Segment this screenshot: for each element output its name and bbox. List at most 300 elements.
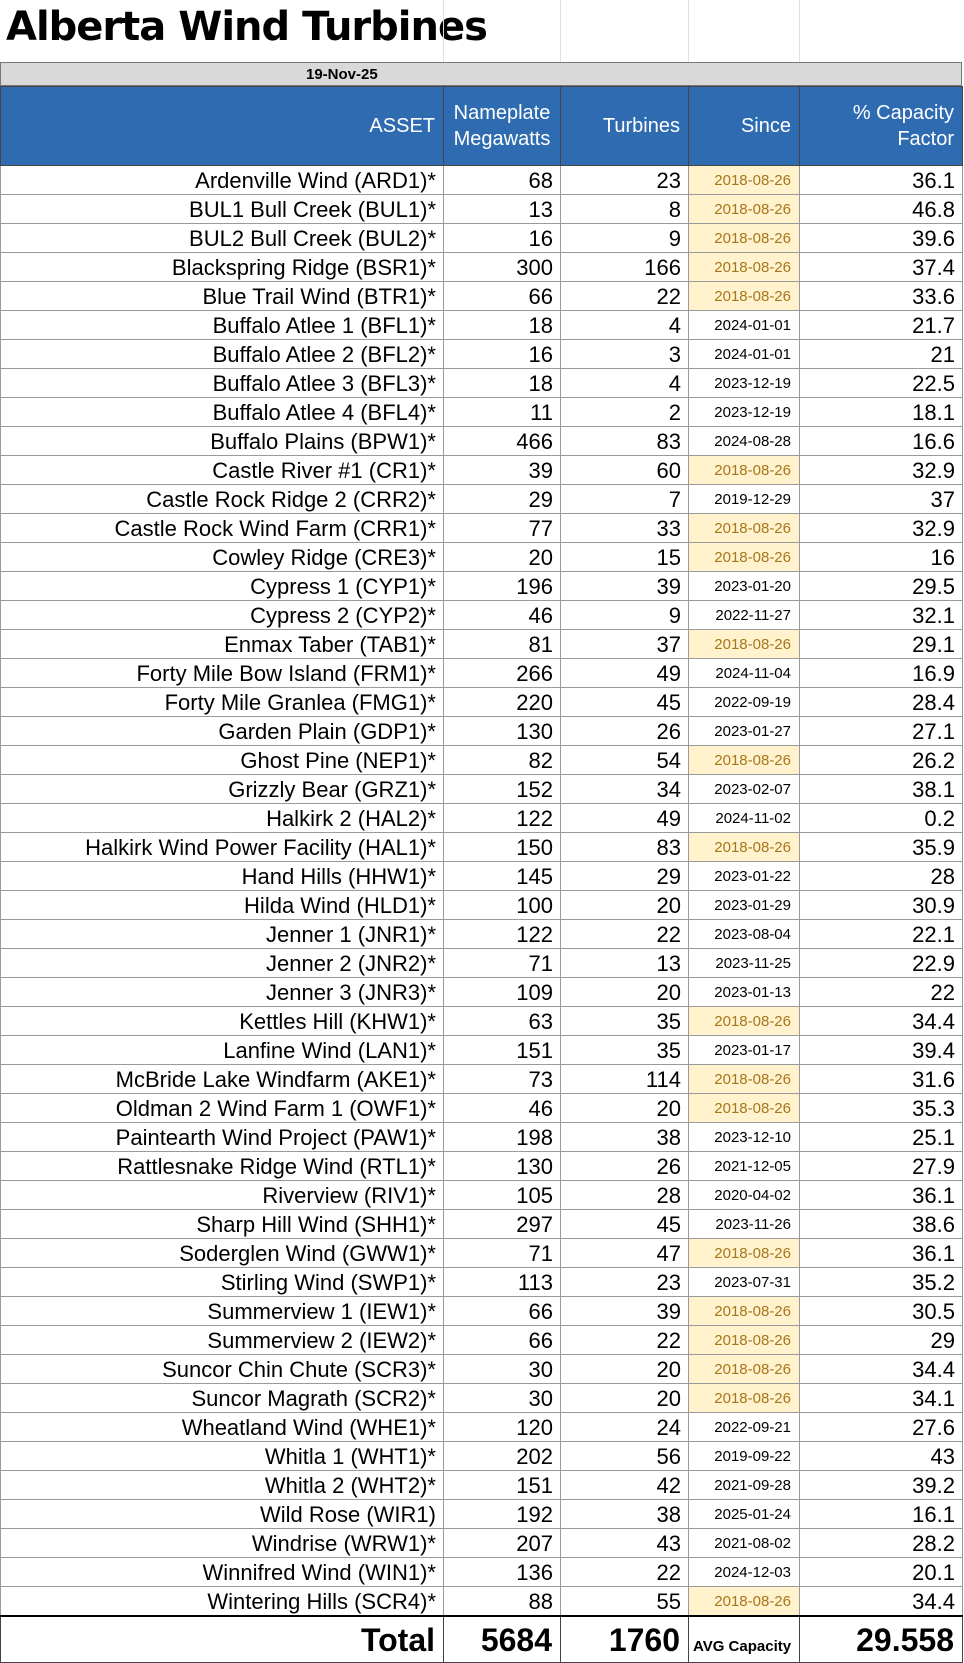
cell-since[interactable]: 2019-12-29 <box>689 485 800 514</box>
table-row <box>1 311 963 340</box>
cell-capacity-factor[interactable]: 39.2 <box>800 1471 963 1500</box>
cell-nameplate-mw[interactable]: 73 <box>444 1065 561 1094</box>
cell-asset[interactable]: Wild Rose (WIR1) <box>1 1500 444 1529</box>
cell-asset[interactable]: BUL2 Bull Creek (BUL2)* <box>1 224 444 253</box>
cell-nameplate-mw[interactable]: 30 <box>444 1355 561 1384</box>
cell-since[interactable]: 2019-09-22 <box>689 1442 800 1471</box>
cell-turbines[interactable]: 166 <box>561 253 689 282</box>
table-row <box>1 1239 963 1268</box>
cell-capacity-factor[interactable]: 22.9 <box>800 949 963 978</box>
cell-capacity-factor[interactable]: 21 <box>800 340 963 369</box>
cell-asset[interactable]: Wheatland Wind (WHE1)* <box>1 1413 444 1442</box>
cell-capacity-factor[interactable]: 34.4 <box>800 1355 963 1384</box>
cell-since[interactable]: 2018-08-26 <box>689 282 800 311</box>
cell-turbines[interactable]: 54 <box>561 746 689 775</box>
cell-turbines[interactable]: 4 <box>561 311 689 340</box>
cell-since[interactable]: 2021-12-05 <box>689 1152 800 1181</box>
cell-since[interactable]: 2023-01-27 <box>689 717 800 746</box>
cell-capacity-factor[interactable]: 27.1 <box>800 717 963 746</box>
grid-line <box>560 0 561 62</box>
grid-line <box>688 0 689 62</box>
cell-capacity-factor[interactable]: 35.2 <box>800 1268 963 1297</box>
cell-nameplate-mw[interactable]: 145 <box>444 862 561 891</box>
cell-capacity-factor[interactable]: 38.1 <box>800 775 963 804</box>
cell-turbines[interactable]: 24 <box>561 1413 689 1442</box>
header-capacity-factor[interactable]: % Capacity Factor <box>800 87 963 166</box>
cell-turbines[interactable]: 34 <box>561 775 689 804</box>
cell-turbines[interactable]: 114 <box>561 1065 689 1094</box>
cell-nameplate-mw[interactable]: 16 <box>444 340 561 369</box>
cell-since[interactable]: 2023-01-22 <box>689 862 800 891</box>
cell-nameplate-mw[interactable]: 122 <box>444 920 561 949</box>
table-row <box>1 978 963 1007</box>
header-nameplate[interactable]: Nameplate Megawatts <box>444 87 561 166</box>
cell-turbines[interactable]: 38 <box>561 1500 689 1529</box>
cell-asset[interactable]: Whitla 1 (WHT1)* <box>1 1442 444 1471</box>
cell-asset[interactable]: Winnifred Wind (WIN1)* <box>1 1558 444 1587</box>
cell-since[interactable]: 2018-08-26 <box>689 543 800 572</box>
cell-since[interactable]: 2023-01-17 <box>689 1036 800 1065</box>
cell-nameplate-mw[interactable]: 196 <box>444 572 561 601</box>
cell-nameplate-mw[interactable]: 130 <box>444 1152 561 1181</box>
cell-capacity-factor[interactable]: 39.4 <box>800 1036 963 1065</box>
table-row <box>1 949 963 978</box>
cell-since[interactable]: 2018-08-26 <box>689 1355 800 1384</box>
cell-since[interactable]: 2018-08-26 <box>689 166 800 195</box>
table-row <box>1 601 963 630</box>
cell-asset[interactable]: Suncor Magrath (SCR2)* <box>1 1384 444 1413</box>
cell-nameplate-mw[interactable]: 300 <box>444 253 561 282</box>
cell-since[interactable]: 2018-08-26 <box>689 833 800 862</box>
cell-nameplate-mw[interactable]: 81 <box>444 630 561 659</box>
table-row <box>1 340 963 369</box>
cell-nameplate-mw[interactable]: 198 <box>444 1123 561 1152</box>
header-row <box>1 87 963 166</box>
cell-capacity-factor[interactable]: 36.1 <box>800 1181 963 1210</box>
cell-capacity-factor[interactable]: 35.3 <box>800 1094 963 1123</box>
cell-turbines[interactable]: 8 <box>561 195 689 224</box>
table-row <box>1 1326 963 1355</box>
cell-asset[interactable]: Jenner 3 (JNR3)* <box>1 978 444 1007</box>
cell-asset[interactable]: Suncor Chin Chute (SCR3)* <box>1 1355 444 1384</box>
cell-capacity-factor[interactable]: 31.6 <box>800 1065 963 1094</box>
table-row <box>1 688 963 717</box>
cell-since[interactable]: 2021-08-02 <box>689 1529 800 1558</box>
cell-asset[interactable]: Stirling Wind (SWP1)* <box>1 1268 444 1297</box>
table-row <box>1 804 963 833</box>
table-row <box>1 1094 963 1123</box>
cell-since[interactable]: 2018-08-26 <box>689 1326 800 1355</box>
cell-capacity-factor[interactable]: 33.6 <box>800 282 963 311</box>
cell-nameplate-mw[interactable]: 113 <box>444 1268 561 1297</box>
cell-turbines[interactable]: 20 <box>561 1094 689 1123</box>
cell-capacity-factor[interactable]: 29 <box>800 1326 963 1355</box>
cell-since[interactable]: 2020-04-02 <box>689 1181 800 1210</box>
cell-nameplate-mw[interactable]: 151 <box>444 1471 561 1500</box>
cell-nameplate-mw[interactable]: 109 <box>444 978 561 1007</box>
cell-asset[interactable]: Paintearth Wind Project (PAW1)* <box>1 1123 444 1152</box>
cell-asset[interactable]: Cypress 1 (CYP1)* <box>1 572 444 601</box>
cell-nameplate-mw[interactable]: 63 <box>444 1007 561 1036</box>
cell-since[interactable]: 2018-08-26 <box>689 1587 800 1617</box>
cell-asset[interactable]: Forty Mile Bow Island (FRM1)* <box>1 659 444 688</box>
cell-capacity-factor[interactable]: 34.4 <box>800 1587 963 1617</box>
cell-since[interactable]: 2023-08-04 <box>689 920 800 949</box>
cell-nameplate-mw[interactable]: 297 <box>444 1210 561 1239</box>
cell-turbines[interactable]: 20 <box>561 1355 689 1384</box>
table-row <box>1 1123 963 1152</box>
cell-asset[interactable]: Summerview 2 (IEW2)* <box>1 1326 444 1355</box>
cell-turbines[interactable]: 15 <box>561 543 689 572</box>
cell-turbines[interactable]: 22 <box>561 282 689 311</box>
cell-nameplate-mw[interactable]: 100 <box>444 891 561 920</box>
cell-capacity-factor[interactable]: 20.1 <box>800 1558 963 1587</box>
cell-since[interactable]: 2023-12-19 <box>689 398 800 427</box>
cell-nameplate-mw[interactable]: 150 <box>444 833 561 862</box>
cell-capacity-factor[interactable]: 21.7 <box>800 311 963 340</box>
cell-since[interactable]: 2018-08-26 <box>689 1239 800 1268</box>
cell-asset[interactable]: Hilda Wind (HLD1)* <box>1 891 444 920</box>
table-row <box>1 1181 963 1210</box>
cell-since[interactable]: 2018-08-26 <box>689 253 800 282</box>
cell-since[interactable]: 2024-01-01 <box>689 340 800 369</box>
sheet-title: Alberta Wind Turbines <box>6 4 487 50</box>
cell-asset[interactable]: Lanfine Wind (LAN1)* <box>1 1036 444 1065</box>
table-row <box>1 543 963 572</box>
cell-capacity-factor[interactable]: 25.1 <box>800 1123 963 1152</box>
cell-capacity-factor[interactable]: 28.2 <box>800 1529 963 1558</box>
turbine-table <box>0 86 963 1663</box>
cell-capacity-factor[interactable]: 34.1 <box>800 1384 963 1413</box>
total-mw[interactable]: 5684 <box>444 1616 561 1663</box>
cell-asset[interactable]: Garden Plain (GDP1)* <box>1 717 444 746</box>
cell-capacity-factor[interactable]: 22.1 <box>800 920 963 949</box>
cell-turbines[interactable]: 83 <box>561 427 689 456</box>
cell-since[interactable]: 2018-08-26 <box>689 746 800 775</box>
cell-turbines[interactable]: 49 <box>561 804 689 833</box>
cell-capacity-factor[interactable]: 32.9 <box>800 514 963 543</box>
cell-capacity-factor[interactable]: 18.1 <box>800 398 963 427</box>
cell-nameplate-mw[interactable]: 77 <box>444 514 561 543</box>
cell-since[interactable]: 2023-02-07 <box>689 775 800 804</box>
cell-capacity-factor[interactable]: 16 <box>800 543 963 572</box>
cell-capacity-factor[interactable]: 16.1 <box>800 1500 963 1529</box>
cell-turbines[interactable]: 26 <box>561 1152 689 1181</box>
cell-turbines[interactable]: 49 <box>561 659 689 688</box>
cell-nameplate-mw[interactable]: 71 <box>444 1239 561 1268</box>
cell-turbines[interactable]: 33 <box>561 514 689 543</box>
cell-asset[interactable]: Buffalo Atlee 2 (BFL2)* <box>1 340 444 369</box>
cell-asset[interactable]: McBride Lake Windfarm (AKE1)* <box>1 1065 444 1094</box>
cell-turbines[interactable]: 20 <box>561 891 689 920</box>
cell-since[interactable]: 2022-09-19 <box>689 688 800 717</box>
cell-capacity-factor[interactable]: 36.1 <box>800 1239 963 1268</box>
table-row <box>1 1558 963 1587</box>
table-row <box>1 1210 963 1239</box>
cell-turbines[interactable]: 9 <box>561 601 689 630</box>
cell-turbines[interactable]: 29 <box>561 862 689 891</box>
cell-asset[interactable]: Halkirk 2 (HAL2)* <box>1 804 444 833</box>
table-row <box>1 1355 963 1384</box>
cell-turbines[interactable]: 2 <box>561 398 689 427</box>
cell-asset[interactable]: Blackspring Ridge (BSR1)* <box>1 253 444 282</box>
cell-nameplate-mw[interactable]: 152 <box>444 775 561 804</box>
cell-since[interactable]: 2024-12-03 <box>689 1558 800 1587</box>
cell-capacity-factor[interactable]: 37 <box>800 485 963 514</box>
cell-nameplate-mw[interactable]: 122 <box>444 804 561 833</box>
cell-asset[interactable]: Jenner 1 (JNR1)* <box>1 920 444 949</box>
cell-asset[interactable]: Grizzly Bear (GRZ1)* <box>1 775 444 804</box>
cell-since[interactable]: 2024-01-01 <box>689 311 800 340</box>
cell-turbines[interactable]: 23 <box>561 166 689 195</box>
cell-turbines[interactable]: 9 <box>561 224 689 253</box>
cell-since[interactable]: 2018-08-26 <box>689 1007 800 1036</box>
cell-since[interactable]: 2018-08-26 <box>689 514 800 543</box>
report-date: 19-Nov-25 <box>306 66 378 83</box>
cell-nameplate-mw[interactable]: 68 <box>444 166 561 195</box>
table-row <box>1 1152 963 1181</box>
cell-turbines[interactable]: 13 <box>561 949 689 978</box>
cell-nameplate-mw[interactable]: 46 <box>444 601 561 630</box>
cell-turbines[interactable]: 7 <box>561 485 689 514</box>
cell-since[interactable]: 2018-08-26 <box>689 630 800 659</box>
cell-asset[interactable]: Ardenville Wind (ARD1)* <box>1 166 444 195</box>
cell-capacity-factor[interactable]: 37.4 <box>800 253 963 282</box>
header-turbines[interactable]: Turbines <box>561 87 689 166</box>
table-row <box>1 862 963 891</box>
cell-capacity-factor[interactable]: 34.4 <box>800 1007 963 1036</box>
table-row <box>1 1297 963 1326</box>
cell-nameplate-mw[interactable]: 192 <box>444 1500 561 1529</box>
cell-capacity-factor[interactable]: 16.9 <box>800 659 963 688</box>
cell-since[interactable]: 2024-11-02 <box>689 804 800 833</box>
cell-asset[interactable]: Forty Mile Granlea (FMG1)* <box>1 688 444 717</box>
cell-asset[interactable]: Wintering Hills (SCR4)* <box>1 1587 444 1617</box>
cell-nameplate-mw[interactable]: 39 <box>444 456 561 485</box>
cell-asset[interactable]: Windrise (WRW1)* <box>1 1529 444 1558</box>
cell-turbines[interactable]: 55 <box>561 1587 689 1617</box>
cell-turbines[interactable]: 20 <box>561 978 689 1007</box>
cell-since[interactable]: 2023-01-29 <box>689 891 800 920</box>
cell-turbines[interactable]: 39 <box>561 572 689 601</box>
cell-asset[interactable]: Kettles Hill (KHW1)* <box>1 1007 444 1036</box>
cell-nameplate-mw[interactable]: 105 <box>444 1181 561 1210</box>
table-row <box>1 717 963 746</box>
cell-capacity-factor[interactable]: 43 <box>800 1442 963 1471</box>
cell-nameplate-mw[interactable]: 18 <box>444 369 561 398</box>
cell-capacity-factor[interactable]: 22.5 <box>800 369 963 398</box>
cell-nameplate-mw[interactable]: 220 <box>444 688 561 717</box>
cell-capacity-factor[interactable]: 32.9 <box>800 456 963 485</box>
cell-asset[interactable]: Sharp Hill Wind (SHH1)* <box>1 1210 444 1239</box>
table-row <box>1 1268 963 1297</box>
cell-turbines[interactable]: 22 <box>561 1326 689 1355</box>
cell-nameplate-mw[interactable]: 88 <box>444 1587 561 1617</box>
grid-line <box>443 0 444 62</box>
cell-nameplate-mw[interactable]: 466 <box>444 427 561 456</box>
cell-since[interactable]: 2023-11-25 <box>689 949 800 978</box>
cell-nameplate-mw[interactable]: 130 <box>444 717 561 746</box>
cell-asset[interactable]: Hand Hills (HHW1)* <box>1 862 444 891</box>
cell-since[interactable]: 2018-08-26 <box>689 1065 800 1094</box>
cell-turbines[interactable]: 35 <box>561 1007 689 1036</box>
cell-nameplate-mw[interactable]: 71 <box>444 949 561 978</box>
cell-turbines[interactable]: 4 <box>561 369 689 398</box>
cell-nameplate-mw[interactable]: 29 <box>444 485 561 514</box>
cell-asset[interactable]: Buffalo Atlee 1 (BFL1)* <box>1 311 444 340</box>
cell-asset[interactable]: Buffalo Plains (BPW1)* <box>1 427 444 456</box>
cell-capacity-factor[interactable]: 16.6 <box>800 427 963 456</box>
cell-capacity-factor[interactable]: 22 <box>800 978 963 1007</box>
cell-turbines[interactable]: 38 <box>561 1123 689 1152</box>
cell-nameplate-mw[interactable]: 20 <box>444 543 561 572</box>
cell-nameplate-mw[interactable]: 66 <box>444 1326 561 1355</box>
cell-since[interactable]: 2023-01-13 <box>689 978 800 1007</box>
cell-asset[interactable]: Soderglen Wind (GWW1)* <box>1 1239 444 1268</box>
cell-asset[interactable]: Blue Trail Wind (BTR1)* <box>1 282 444 311</box>
cell-asset[interactable]: Cypress 2 (CYP2)* <box>1 601 444 630</box>
cell-asset[interactable]: Castle Rock Ridge 2 (CRR2)* <box>1 485 444 514</box>
cell-since[interactable]: 2023-12-19 <box>689 369 800 398</box>
table-row <box>1 224 963 253</box>
cell-nameplate-mw[interactable]: 82 <box>444 746 561 775</box>
cell-nameplate-mw[interactable]: 30 <box>444 1384 561 1413</box>
cell-since[interactable]: 2023-12-10 <box>689 1123 800 1152</box>
cell-turbines[interactable]: 60 <box>561 456 689 485</box>
total-label[interactable]: Total <box>1 1616 444 1663</box>
cell-asset[interactable]: Halkirk Wind Power Facility (HAL1)* <box>1 833 444 862</box>
cell-since[interactable]: 2018-08-26 <box>689 1297 800 1326</box>
cell-since[interactable]: 2021-09-28 <box>689 1471 800 1500</box>
cell-asset[interactable]: BUL1 Bull Creek (BUL1)* <box>1 195 444 224</box>
table-row <box>1 369 963 398</box>
table-row <box>1 1384 963 1413</box>
cell-turbines[interactable]: 56 <box>561 1442 689 1471</box>
cell-nameplate-mw[interactable]: 66 <box>444 282 561 311</box>
cell-since[interactable]: 2023-11-26 <box>689 1210 800 1239</box>
cell-since[interactable]: 2025-01-24 <box>689 1500 800 1529</box>
cell-turbines[interactable]: 45 <box>561 1210 689 1239</box>
cell-nameplate-mw[interactable]: 207 <box>444 1529 561 1558</box>
cell-turbines[interactable]: 43 <box>561 1529 689 1558</box>
cell-nameplate-mw[interactable]: 13 <box>444 195 561 224</box>
cell-asset[interactable]: Buffalo Atlee 4 (BFL4)* <box>1 398 444 427</box>
cell-turbines[interactable]: 23 <box>561 1268 689 1297</box>
cell-capacity-factor[interactable]: 27.9 <box>800 1152 963 1181</box>
cell-turbines[interactable]: 22 <box>561 920 689 949</box>
cell-nameplate-mw[interactable]: 136 <box>444 1558 561 1587</box>
cell-turbines[interactable]: 28 <box>561 1181 689 1210</box>
cell-turbines[interactable]: 26 <box>561 717 689 746</box>
cell-turbines[interactable]: 45 <box>561 688 689 717</box>
total-turbines[interactable]: 1760 <box>561 1616 689 1663</box>
cell-since[interactable]: 2023-01-20 <box>689 572 800 601</box>
cell-asset[interactable]: Oldman 2 Wind Farm 1 (OWF1)* <box>1 1094 444 1123</box>
title-row <box>0 0 964 62</box>
cell-since[interactable]: 2023-07-31 <box>689 1268 800 1297</box>
cell-capacity-factor[interactable]: 35.9 <box>800 833 963 862</box>
cell-capacity-factor[interactable]: 26.2 <box>800 746 963 775</box>
grid-line <box>799 0 800 62</box>
cell-nameplate-mw[interactable]: 18 <box>444 311 561 340</box>
cell-asset[interactable]: Ghost Pine (NEP1)* <box>1 746 444 775</box>
table-row <box>1 1500 963 1529</box>
cell-capacity-factor[interactable]: 46.8 <box>800 195 963 224</box>
cell-capacity-factor[interactable]: 0.2 <box>800 804 963 833</box>
cell-asset[interactable]: Enmax Taber (TAB1)* <box>1 630 444 659</box>
cell-nameplate-mw[interactable]: 202 <box>444 1442 561 1471</box>
cell-capacity-factor[interactable]: 36.1 <box>800 166 963 195</box>
table-row <box>1 1036 963 1065</box>
cell-asset[interactable]: Riverview (RIV1)* <box>1 1181 444 1210</box>
cell-since[interactable]: 2018-08-26 <box>689 224 800 253</box>
table-row <box>1 456 963 485</box>
cell-asset[interactable]: Cowley Ridge (CRE3)* <box>1 543 444 572</box>
cell-capacity-factor[interactable]: 30.5 <box>800 1297 963 1326</box>
avg-capacity-label[interactable]: AVG Capacity <box>689 1616 800 1663</box>
cell-turbines[interactable]: 83 <box>561 833 689 862</box>
cell-asset[interactable]: Whitla 2 (WHT2)* <box>1 1471 444 1500</box>
cell-nameplate-mw[interactable]: 120 <box>444 1413 561 1442</box>
cell-turbines[interactable]: 3 <box>561 340 689 369</box>
cell-capacity-factor[interactable]: 39.6 <box>800 224 963 253</box>
cell-turbines[interactable]: 35 <box>561 1036 689 1065</box>
cell-turbines[interactable]: 39 <box>561 1297 689 1326</box>
cell-since[interactable]: 2022-09-21 <box>689 1413 800 1442</box>
table-row <box>1 891 963 920</box>
cell-nameplate-mw[interactable]: 66 <box>444 1297 561 1326</box>
cell-since[interactable]: 2022-11-27 <box>689 601 800 630</box>
cell-capacity-factor[interactable]: 29.1 <box>800 630 963 659</box>
cell-since[interactable]: 2018-08-26 <box>689 195 800 224</box>
cell-turbines[interactable]: 37 <box>561 630 689 659</box>
cell-nameplate-mw[interactable]: 16 <box>444 224 561 253</box>
cell-capacity-factor[interactable]: 28 <box>800 862 963 891</box>
cell-asset[interactable]: Castle Rock Wind Farm (CRR1)* <box>1 514 444 543</box>
cell-asset[interactable]: Summerview 1 (IEW1)* <box>1 1297 444 1326</box>
cell-asset[interactable]: Buffalo Atlee 3 (BFL3)* <box>1 369 444 398</box>
cell-capacity-factor[interactable]: 32.1 <box>800 601 963 630</box>
avg-capacity-value[interactable]: 29.558 <box>800 1616 963 1663</box>
cell-nameplate-mw[interactable]: 266 <box>444 659 561 688</box>
cell-since[interactable]: 2024-11-04 <box>689 659 800 688</box>
cell-asset[interactable]: Castle River #1 (CR1)* <box>1 456 444 485</box>
cell-since[interactable]: 2018-08-26 <box>689 1384 800 1413</box>
header-asset[interactable]: ASSET <box>1 87 444 166</box>
cell-capacity-factor[interactable]: 29.5 <box>800 572 963 601</box>
cell-capacity-factor[interactable]: 38.6 <box>800 1210 963 1239</box>
cell-turbines[interactable]: 42 <box>561 1471 689 1500</box>
cell-asset[interactable]: Rattlesnake Ridge Wind (RTL1)* <box>1 1152 444 1181</box>
date-row <box>0 62 962 86</box>
cell-capacity-factor[interactable]: 30.9 <box>800 891 963 920</box>
cell-turbines[interactable]: 20 <box>561 1384 689 1413</box>
table-body <box>1 166 963 1617</box>
cell-since[interactable]: 2024-08-28 <box>689 427 800 456</box>
cell-nameplate-mw[interactable]: 151 <box>444 1036 561 1065</box>
cell-turbines[interactable]: 47 <box>561 1239 689 1268</box>
header-since[interactable]: Since <box>689 87 800 166</box>
cell-nameplate-mw[interactable]: 46 <box>444 1094 561 1123</box>
cell-since[interactable]: 2018-08-26 <box>689 456 800 485</box>
cell-capacity-factor[interactable]: 27.6 <box>800 1413 963 1442</box>
cell-since[interactable]: 2018-08-26 <box>689 1094 800 1123</box>
cell-capacity-factor[interactable]: 28.4 <box>800 688 963 717</box>
cell-nameplate-mw[interactable]: 11 <box>444 398 561 427</box>
table-row <box>1 1587 963 1617</box>
cell-turbines[interactable]: 22 <box>561 1558 689 1587</box>
cell-asset[interactable]: Jenner 2 (JNR2)* <box>1 949 444 978</box>
